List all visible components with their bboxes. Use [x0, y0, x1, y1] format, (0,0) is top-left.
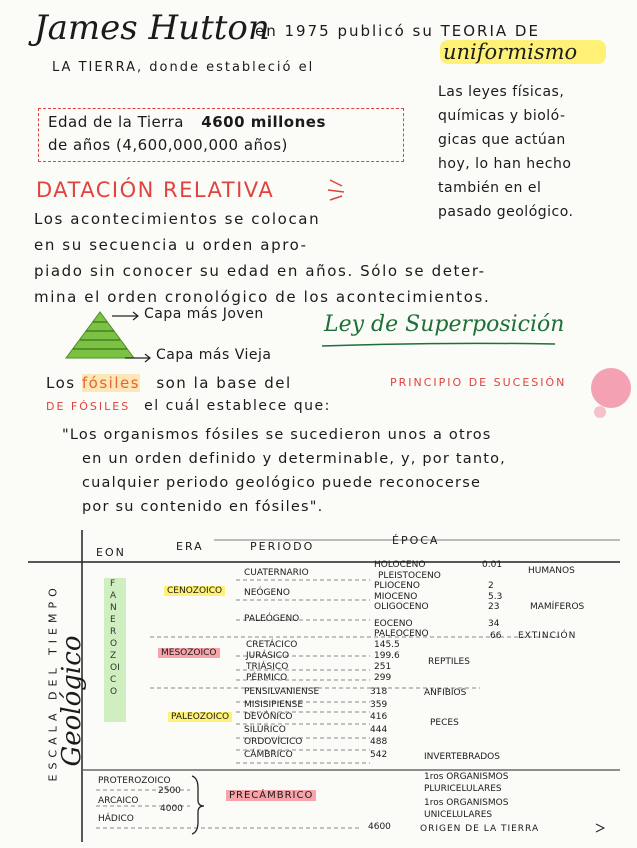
epoch-value: 2	[488, 581, 494, 591]
datacion-title: DATACIÓN RELATIVA	[36, 178, 275, 202]
header-line-1: en 1975 publicó su TEORIA DE	[255, 22, 540, 40]
period-value: 299	[374, 673, 392, 683]
period-name: TRIÁSICO	[246, 662, 289, 672]
note-humanos: HUMANOS	[528, 566, 575, 576]
epoch-name: PLIOCENO	[374, 581, 420, 591]
ley-superposicion: Ley de Superposición	[324, 312, 565, 337]
earth-age-line-2: de años (4,600,000,000 años)	[48, 136, 288, 154]
era-mesozoico: MESOZOICO	[158, 648, 220, 658]
quote-line: cualquier periodo geológico puede reconocerse	[82, 475, 482, 491]
epoch-value: 5.3	[488, 591, 503, 602]
datacion-body	[34, 206, 490, 310]
earth-age-value: 4600 millones	[201, 113, 326, 131]
period-name: SILÚRICO	[244, 724, 286, 735]
epoch-value-66: 66	[490, 631, 502, 641]
earth-age-label: Edad de la Tierra	[48, 113, 184, 131]
principio-title-2: DE FÓSILES	[46, 400, 131, 413]
period-value: 542	[370, 749, 388, 760]
datacion-line: en su secuencia u orden apro-	[34, 236, 308, 254]
pyramid-icon	[66, 312, 134, 358]
eon-proterozoico-value: 2500	[158, 786, 181, 796]
note-invertebrados: INVERTEBRADOS	[424, 752, 500, 762]
note-unicelulares-2: UNICELULARES	[424, 810, 493, 820]
epoch-name: PLEISTOCENO	[378, 570, 441, 581]
sparkle-icon	[328, 180, 344, 200]
paint-stain	[591, 368, 631, 408]
header-eon: EON	[96, 546, 126, 559]
period-value: 444	[370, 724, 388, 735]
paleozoic-column	[244, 686, 319, 761]
pyramid-bottom-label: Capa más Vieja	[156, 347, 272, 363]
mesozoic-column	[246, 640, 297, 684]
period-value: 251	[374, 662, 392, 672]
eon-hadico: HÁDICO	[98, 814, 134, 824]
note-reptiles: REPTILES	[428, 657, 470, 667]
fosiles-text: Los	[46, 374, 76, 392]
note-unicelulares-1: 1ros ORGANISMOS	[424, 798, 509, 808]
epoch-value-column	[482, 560, 503, 629]
period-name: CRETÁCICO	[246, 640, 298, 650]
note-pluricelulares-2: PLURICELULARES	[424, 784, 502, 794]
period-cuaternario: CUATERNARIO	[244, 568, 309, 578]
quote-line: en un orden definido y determinable, y, por tanto,	[82, 451, 506, 467]
note-line: también en el	[438, 180, 542, 196]
period-paleogeno: PALEÓGENO	[244, 614, 300, 624]
uniformismo-highlight: uniformismo	[440, 40, 606, 64]
epoch-name: MIOCENO	[374, 591, 418, 602]
period-name: CÁMBRICO	[244, 749, 293, 760]
eon-arcaico-value: 4000	[160, 804, 183, 814]
period-neogeno: NEÓGENO	[244, 588, 290, 598]
eon-proterozoico: PROTEROZOICO	[98, 776, 171, 786]
pyramid-top-label: Capa más Joven	[144, 306, 264, 322]
period-value: 318	[370, 687, 388, 697]
epoch-value: 0.01	[482, 560, 503, 570]
header-periodo: PERIODO	[250, 540, 315, 553]
fosiles-text: el cuál establece que:	[144, 398, 331, 414]
eon-fanerozoico: FANEROZOICO	[110, 579, 120, 697]
side-label-script: Geológico	[57, 635, 87, 767]
mesozoic-values	[374, 640, 400, 684]
note-line: pasado geológico.	[438, 204, 574, 220]
fosiles-keyword: fósiles	[81, 374, 141, 392]
arrow-icon	[596, 824, 604, 832]
author-name: James Hutton	[34, 8, 270, 48]
fosiles-text: son la base del	[156, 374, 292, 392]
paleozoic-values	[370, 686, 387, 761]
period-name: JURÁSICO	[246, 651, 290, 661]
datacion-line: mina el orden cronológico de los acontecimientos.	[34, 288, 491, 306]
period-name: DEVÓNICO	[244, 712, 293, 722]
period-name: MISISIPIENSE	[244, 699, 304, 710]
note-anfibios: ANFIBIOS	[424, 688, 467, 698]
note-line: gicas que actúan	[438, 132, 566, 148]
header-era: ERA	[176, 540, 204, 553]
note-origen: ORIGEN DE LA TIERRA	[420, 824, 540, 834]
note-line: químicas y bioló-	[438, 108, 566, 124]
note-mamiferos: MAMÍFEROS	[530, 602, 585, 612]
eon-arcaico: ARCAICO	[98, 796, 139, 806]
period-name: PENSILVANIENSE	[244, 687, 320, 697]
header-line-2: LA TIERRA, donde estableció el	[52, 60, 315, 75]
epoch-name: PALEOCENO	[374, 629, 429, 639]
fosiles-line-1	[46, 374, 292, 392]
side-label-caps: ESCALA DEL TIEMPO	[46, 583, 60, 782]
epoch-value: 23	[488, 602, 500, 612]
note-line: hoy, lo han hecho	[438, 156, 572, 172]
paint-stain	[594, 406, 606, 418]
fosiles-quote	[62, 423, 506, 519]
era-paleozoico: PALEOZOICO	[168, 712, 232, 722]
note-peces: PECES	[430, 718, 459, 728]
epoch-name: EOCENO	[374, 618, 413, 629]
epoch-column	[374, 560, 441, 640]
note-pluricelulares-1: 1ros ORGANISMOS	[424, 772, 509, 782]
period-name: PÉRMICO	[246, 673, 288, 683]
brace-icon	[192, 776, 204, 834]
ley-underline	[322, 343, 555, 346]
period-value: 359	[370, 699, 388, 710]
epoch-value	[488, 571, 502, 582]
header-epoca: ÉPOCA	[392, 534, 440, 547]
era-precambrico: PRECÁMBRICO	[226, 790, 316, 801]
period-value: 199.6	[374, 651, 400, 661]
era-cenozoico: CENOZOICO	[164, 586, 225, 596]
datacion-line: Los acontecimientos se colocan	[34, 210, 321, 228]
principio-title: PRINCIPIO DE SUCESIÓN	[390, 376, 567, 389]
period-value: 145.5	[374, 640, 400, 650]
quote-line: por su contenido en fósiles".	[82, 499, 324, 515]
period-name: ORDOVÍCICO	[244, 737, 303, 747]
datacion-line: piado sin conocer su edad en años. Sólo se deter-	[34, 262, 486, 280]
note-line: Las leyes físicas,	[438, 84, 565, 100]
period-value: 416	[370, 712, 388, 722]
fosiles-line-2	[46, 398, 331, 414]
epoch-value: 34	[488, 618, 500, 629]
end-value: 4600	[368, 822, 391, 832]
note-extincion: EXTINCIÓN	[518, 631, 577, 641]
epoch-name: HOLOCENO	[374, 560, 426, 570]
quote-line: "Los organismos fósiles se sucedieron unos a otros	[62, 427, 492, 443]
period-value: 488	[370, 737, 388, 747]
epoch-name: OLIGOCENO	[374, 602, 429, 612]
